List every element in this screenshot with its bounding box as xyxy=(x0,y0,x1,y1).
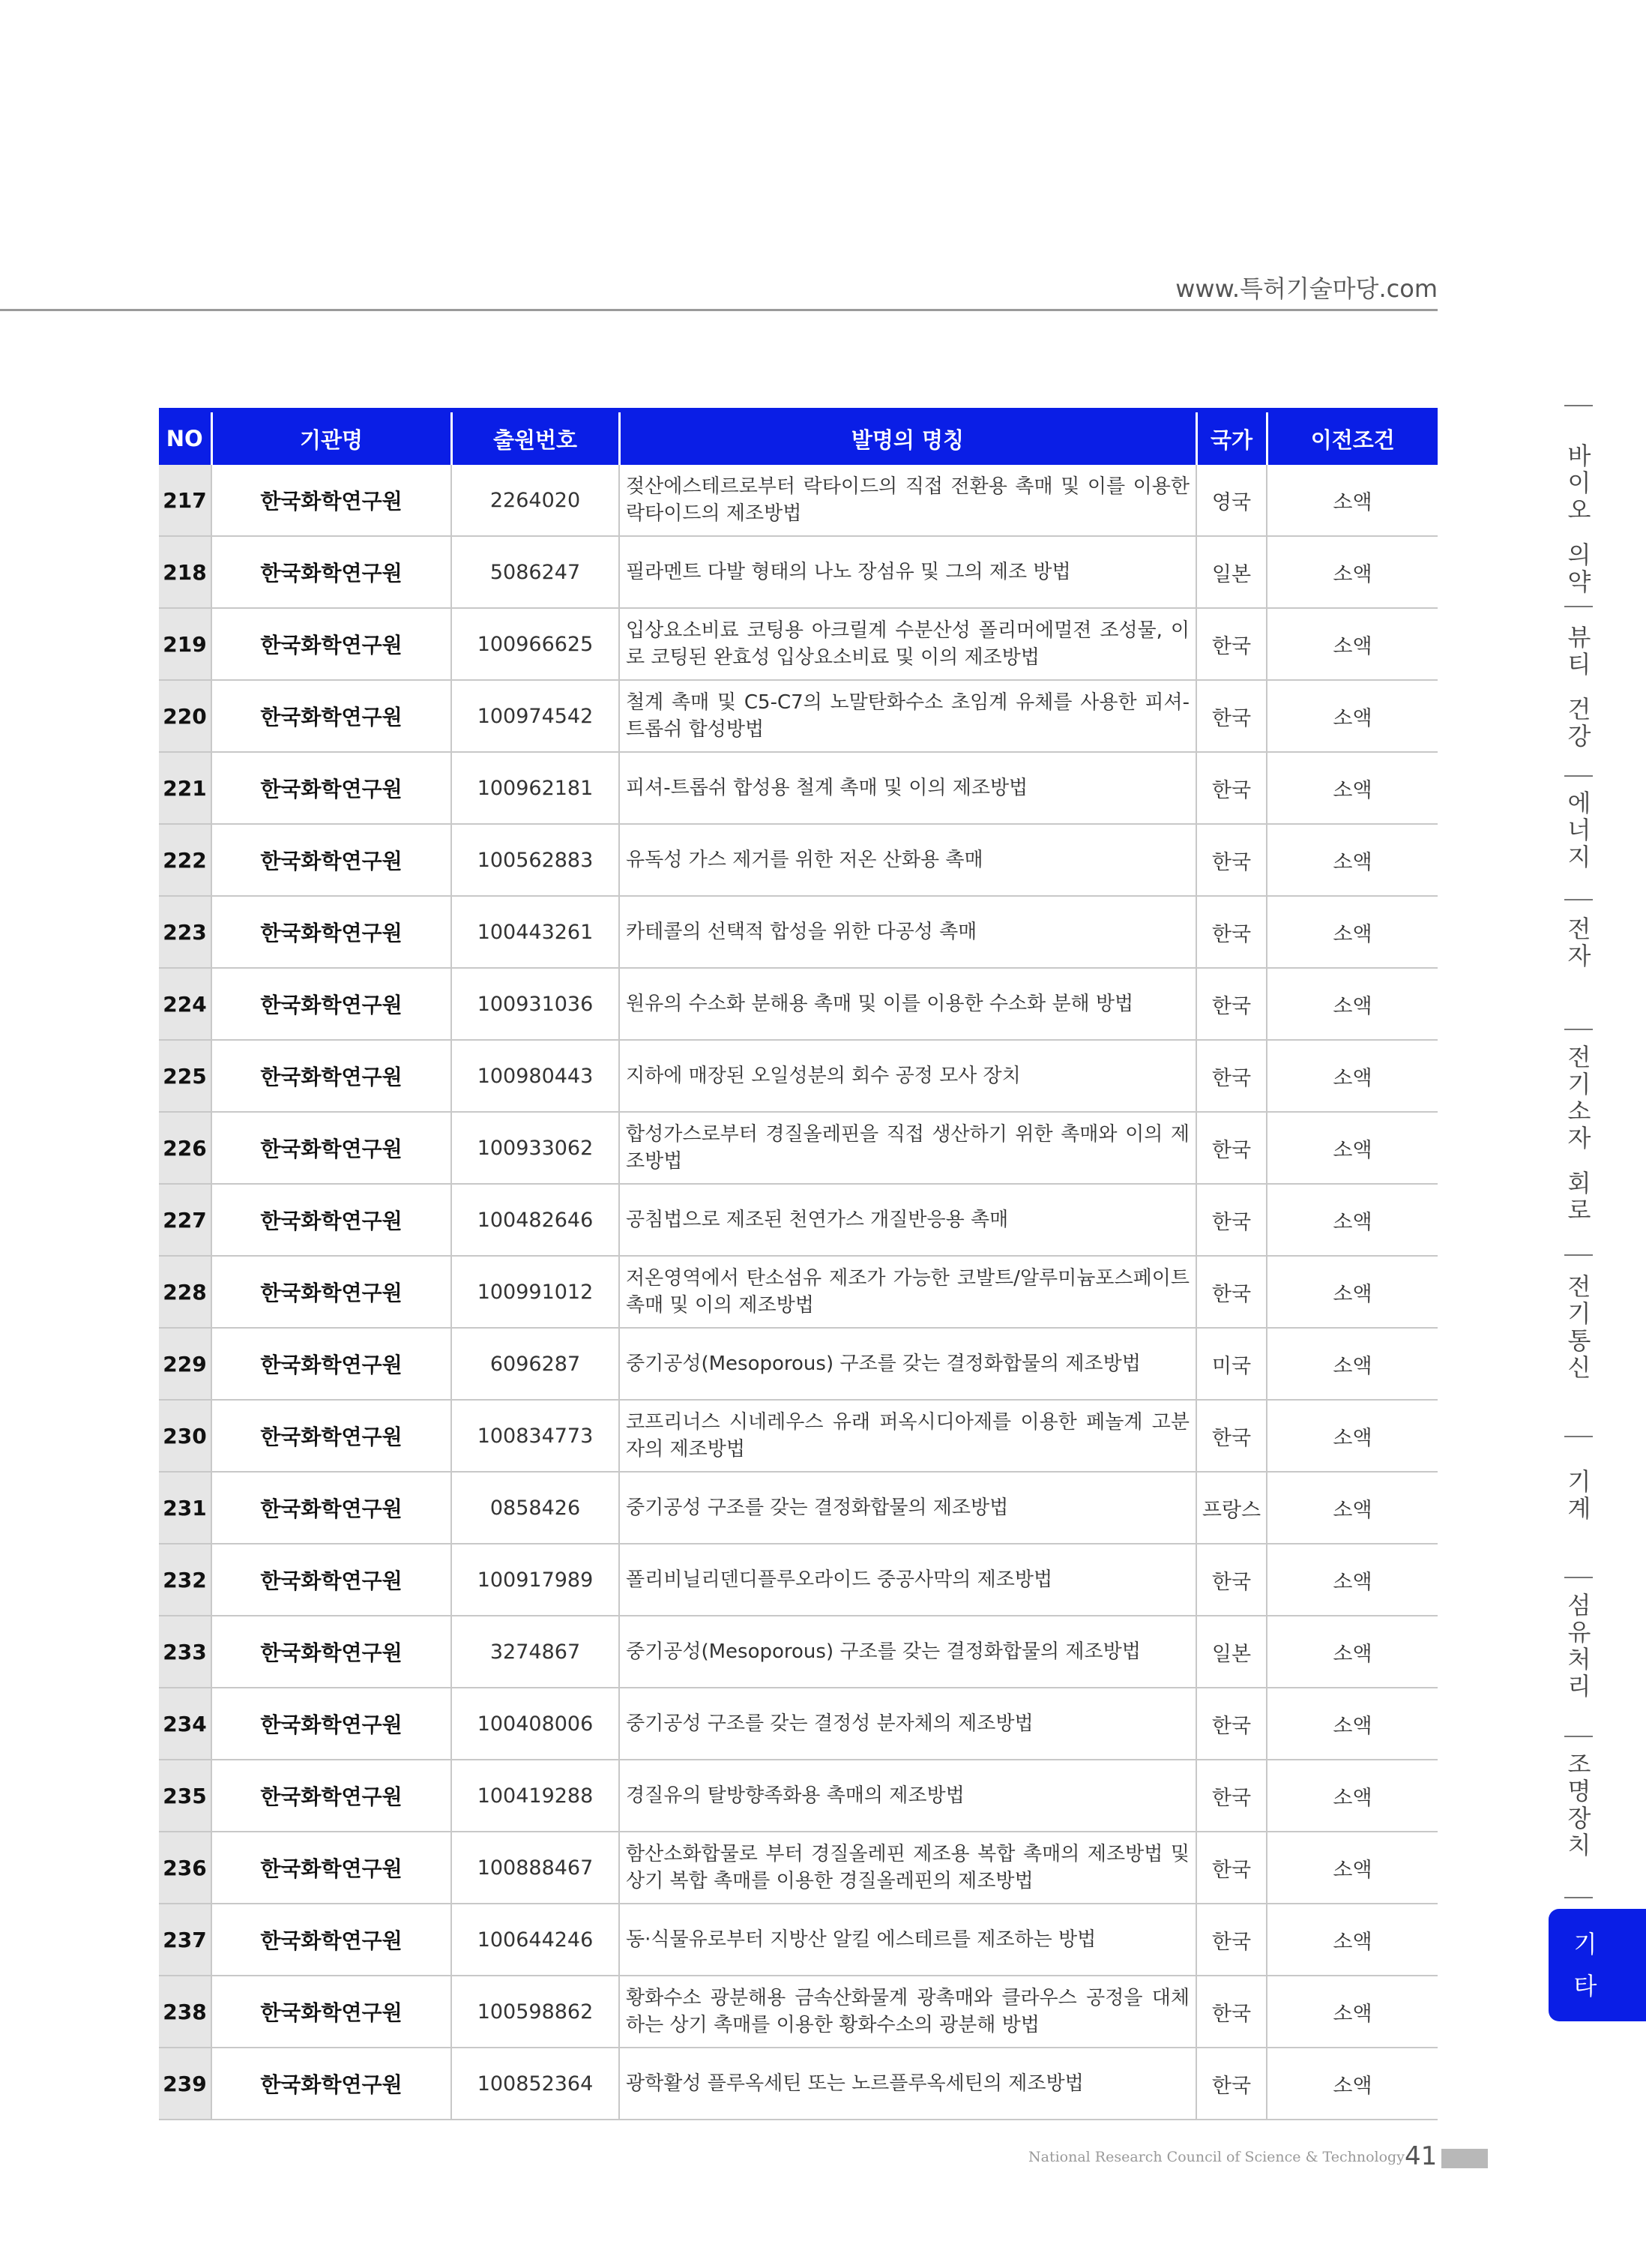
sidebar-divider xyxy=(1564,1897,1593,1898)
cell-application-no: 100562883 xyxy=(451,824,619,896)
cell-no: 237 xyxy=(159,1904,211,1976)
sidebar-divider xyxy=(1564,1254,1593,1256)
cell-institution: 한국화학연구원 xyxy=(211,465,451,536)
cell-terms: 소액 xyxy=(1267,1904,1438,1976)
sidebar-item[interactable]: 조 명 장 치 xyxy=(1567,1750,1591,1859)
cell-terms: 소액 xyxy=(1267,1472,1438,1544)
cell-institution: 한국화학연구원 xyxy=(211,1544,451,1616)
table-header-row xyxy=(159,410,1438,465)
cell-title: 유독성 가스 제거를 위한 저온 산화용 촉매 xyxy=(619,824,1196,896)
cell-no: 227 xyxy=(159,1184,211,1256)
cell-no: 225 xyxy=(159,1040,211,1112)
cell-country: 프랑스 xyxy=(1196,1472,1267,1544)
cell-country: 한국 xyxy=(1196,608,1267,680)
cell-no: 233 xyxy=(159,1616,211,1688)
sidebar-item[interactable]: 전 기 통 신 xyxy=(1567,1272,1591,1382)
cell-institution: 한국화학연구원 xyxy=(211,1832,451,1904)
sidebar-item[interactable]: 기 계 xyxy=(1567,1467,1591,1523)
sidebar-item-active-label: 기 타 xyxy=(1573,1930,1597,2000)
table-row xyxy=(159,824,1438,896)
cell-application-no: 100443261 xyxy=(451,896,619,968)
cell-title: 합성가스로부터 경질올레핀을 직접 생산하기 위한 촉매와 이의 제조방법 xyxy=(619,1112,1196,1184)
table-row xyxy=(159,1688,1438,1760)
sidebar-item[interactable]: 섬 유 처 리 xyxy=(1567,1591,1591,1700)
cell-title: 저온영역에서 탄소섬유 제조가 가능한 코발트/알루미늄포스페이트 촉매 및 이의 제조방법 xyxy=(619,1256,1196,1328)
table-row xyxy=(159,1400,1438,1472)
cell-no: 234 xyxy=(159,1688,211,1760)
sidebar-divider xyxy=(1564,1736,1593,1737)
cell-no: 235 xyxy=(159,1760,211,1832)
cell-title: 입상요소비료 코팅용 아크릴계 수분산성 폴리머에멀젼 조성물, 이로 코팅된 완효성 입상요소비료 및 이의 제조방법 xyxy=(619,608,1196,680)
cell-terms: 소액 xyxy=(1267,1184,1438,1256)
column-header-country: 국가 xyxy=(1196,410,1267,465)
cell-country: 한국 xyxy=(1196,752,1267,824)
cell-institution: 한국화학연구원 xyxy=(211,1688,451,1760)
cell-institution: 한국화학연구원 xyxy=(211,1472,451,1544)
cell-institution: 한국화학연구원 xyxy=(211,1112,451,1184)
cell-terms: 소액 xyxy=(1267,1256,1438,1328)
cell-country: 한국 xyxy=(1196,1256,1267,1328)
cell-no: 231 xyxy=(159,1472,211,1544)
sidebar-divider xyxy=(1564,775,1593,777)
cell-terms: 소액 xyxy=(1267,680,1438,752)
cell-title: 필라멘트 다발 형태의 나노 장섬유 및 그의 제조 방법 xyxy=(619,536,1196,608)
cell-institution: 한국화학연구원 xyxy=(211,968,451,1040)
cell-institution: 한국화학연구원 xyxy=(211,1328,451,1400)
cell-application-no: 6096287 xyxy=(451,1328,619,1400)
table-row xyxy=(159,1832,1438,1904)
cell-application-no: 100931036 xyxy=(451,968,619,1040)
table-row xyxy=(159,1184,1438,1256)
cell-country: 한국 xyxy=(1196,824,1267,896)
table-row xyxy=(159,1616,1438,1688)
column-header-terms: 이전조건 xyxy=(1267,410,1438,465)
cell-application-no: 100933062 xyxy=(451,1112,619,1184)
cell-application-no: 2264020 xyxy=(451,465,619,536)
table-row xyxy=(159,752,1438,824)
table-row xyxy=(159,608,1438,680)
cell-application-no: 100962181 xyxy=(451,752,619,824)
cell-institution: 한국화학연구원 xyxy=(211,608,451,680)
cell-institution: 한국화학연구원 xyxy=(211,1760,451,1832)
cell-application-no: 100482646 xyxy=(451,1184,619,1256)
column-header-application-no: 출원번호 xyxy=(451,410,619,465)
cell-title: 젖산에스테르로부터 락타이드의 직접 전환용 촉매 및 이를 이용한 락타이드의 제조방법 xyxy=(619,465,1196,536)
footer-organization: National Research Council of Science & Technology xyxy=(1028,2149,1405,2165)
cell-country: 일본 xyxy=(1196,536,1267,608)
cell-title: 광학활성 플루옥세틴 또는 노르플루옥세틴의 제조방법 xyxy=(619,2048,1196,2120)
cell-application-no: 3274867 xyxy=(451,1616,619,1688)
cell-terms: 소액 xyxy=(1267,968,1438,1040)
cell-institution: 한국화학연구원 xyxy=(211,824,451,896)
cell-title: 황화수소 광분해용 금속산화물계 광촉매와 클라우스 공정을 대체하는 상기 촉매를 이용한 황화수소의 광분해 방법 xyxy=(619,1976,1196,2048)
cell-institution: 한국화학연구원 xyxy=(211,1976,451,2048)
cell-terms: 소액 xyxy=(1267,1112,1438,1184)
cell-application-no: 0858426 xyxy=(451,1472,619,1544)
cell-title: 동·식물유로부터 지방산 알킬 에스테르를 제조하는 방법 xyxy=(619,1904,1196,1976)
sidebar-divider xyxy=(1564,606,1593,607)
table-row xyxy=(159,896,1438,968)
cell-title: 중기공성 구조를 갖는 결정화합물의 제조방법 xyxy=(619,1472,1196,1544)
cell-title: 코프리너스 시네레우스 유래 퍼옥시디아제를 이용한 페놀계 고분자의 제조방법 xyxy=(619,1400,1196,1472)
cell-country: 한국 xyxy=(1196,2048,1267,2120)
cell-application-no: 100852364 xyxy=(451,2048,619,2120)
cell-country: 한국 xyxy=(1196,680,1267,752)
cell-application-no: 100644246 xyxy=(451,1904,619,1976)
table-row xyxy=(159,1040,1438,1112)
cell-application-no: 5086247 xyxy=(451,536,619,608)
cell-title: 폴리비닐리덴디플루오라이드 중공사막의 제조방법 xyxy=(619,1544,1196,1616)
cell-terms: 소액 xyxy=(1267,1976,1438,2048)
cell-terms: 소액 xyxy=(1267,896,1438,968)
cell-application-no: 100966625 xyxy=(451,608,619,680)
table-row xyxy=(159,2048,1438,2120)
cell-no: 217 xyxy=(159,465,211,536)
sidebar-item[interactable]: 뷰 티 건 강 xyxy=(1567,623,1591,751)
cell-title: 중기공성 구조를 갖는 결정성 분자체의 제조방법 xyxy=(619,1688,1196,1760)
cell-terms: 소액 xyxy=(1267,1040,1438,1112)
cell-application-no: 100974542 xyxy=(451,680,619,752)
cell-terms: 소액 xyxy=(1267,1688,1438,1760)
cell-country: 한국 xyxy=(1196,1976,1267,2048)
cell-terms: 소액 xyxy=(1267,608,1438,680)
page-number: 41 xyxy=(1405,2141,1438,2171)
cell-institution: 한국화학연구원 xyxy=(211,536,451,608)
cell-institution: 한국화학연구원 xyxy=(211,2048,451,2120)
cell-no: 232 xyxy=(159,1544,211,1616)
table-row xyxy=(159,1544,1438,1616)
cell-title: 중기공성(Mesoporous) 구조를 갖는 결정화합물의 제조방법 xyxy=(619,1616,1196,1688)
cell-title: 카테콜의 선택적 합성을 위한 다공성 촉매 xyxy=(619,896,1196,968)
cell-title: 중기공성(Mesoporous) 구조를 갖는 결정화합물의 제조방법 xyxy=(619,1328,1196,1400)
cell-no: 222 xyxy=(159,824,211,896)
table-row xyxy=(159,1112,1438,1184)
cell-terms: 소액 xyxy=(1267,1760,1438,1832)
table-row xyxy=(159,1976,1438,2048)
table-row xyxy=(159,1256,1438,1328)
cell-country: 한국 xyxy=(1196,1904,1267,1976)
patent-table xyxy=(159,408,1438,2120)
table-body xyxy=(159,465,1438,2120)
header-divider xyxy=(0,309,1438,311)
cell-no: 218 xyxy=(159,536,211,608)
cell-country: 영국 xyxy=(1196,465,1267,536)
cell-country: 한국 xyxy=(1196,1760,1267,1832)
cell-no: 223 xyxy=(159,896,211,968)
cell-country: 한국 xyxy=(1196,896,1267,968)
sidebar-item[interactable]: 전 기 소 자 회 로 xyxy=(1567,1043,1591,1224)
sidebar-divider xyxy=(1564,1436,1593,1437)
cell-terms: 소액 xyxy=(1267,465,1438,536)
sidebar-divider xyxy=(1564,1029,1593,1030)
sidebar-item[interactable]: 전 자 xyxy=(1567,915,1591,970)
cell-country: 한국 xyxy=(1196,1688,1267,1760)
cell-institution: 한국화학연구원 xyxy=(211,1256,451,1328)
cell-institution: 한국화학연구원 xyxy=(211,1184,451,1256)
cell-institution: 한국화학연구원 xyxy=(211,1616,451,1688)
cell-no: 238 xyxy=(159,1976,211,2048)
sidebar-divider xyxy=(1564,405,1593,406)
cell-institution: 한국화학연구원 xyxy=(211,1400,451,1472)
cell-country: 한국 xyxy=(1196,968,1267,1040)
cell-title: 공침법으로 제조된 천연가스 개질반응용 촉매 xyxy=(619,1184,1196,1256)
cell-institution: 한국화학연구원 xyxy=(211,1904,451,1976)
cell-terms: 소액 xyxy=(1267,536,1438,608)
cell-no: 239 xyxy=(159,2048,211,2120)
cell-country: 미국 xyxy=(1196,1328,1267,1400)
cell-terms: 소액 xyxy=(1267,752,1438,824)
site-url: www.특허기술마당.com xyxy=(1175,274,1438,303)
cell-title: 함산소화합물로 부터 경질올레핀 제조용 복합 촉매의 제조방법 및 상기 복합 촉매를 이용한 경질올레핀의 제조방법 xyxy=(619,1832,1196,1904)
cell-terms: 소액 xyxy=(1267,1328,1438,1400)
cell-title: 피셔-트롭쉬 합성용 철계 촉매 및 이의 제조방법 xyxy=(619,752,1196,824)
page-tab-marker xyxy=(1441,2149,1488,2168)
cell-application-no: 100834773 xyxy=(451,1400,619,1472)
cell-application-no: 100991012 xyxy=(451,1256,619,1328)
table-row xyxy=(159,465,1438,536)
cell-title: 지하에 매장된 오일성분의 회수 공정 모사 장치 xyxy=(619,1040,1196,1112)
table-row xyxy=(159,1904,1438,1976)
cell-terms: 소액 xyxy=(1267,1616,1438,1688)
sidebar-item[interactable]: 바 이 오 의 약 xyxy=(1567,442,1591,596)
sidebar-divider xyxy=(1564,899,1593,900)
cell-application-no: 100917989 xyxy=(451,1544,619,1616)
cell-no: 229 xyxy=(159,1328,211,1400)
cell-institution: 한국화학연구원 xyxy=(211,896,451,968)
column-header-institution: 기관명 xyxy=(211,410,451,465)
cell-country: 한국 xyxy=(1196,1112,1267,1184)
table-row xyxy=(159,536,1438,608)
cell-no: 220 xyxy=(159,680,211,752)
cell-title: 원유의 수소화 분해용 촉매 및 이를 이용한 수소화 분해 방법 xyxy=(619,968,1196,1040)
cell-title: 철계 촉매 및 C5-C7의 노말탄화수소 초임계 유체를 사용한 피셔-트롭쉬 합성방법 xyxy=(619,680,1196,752)
cell-terms: 소액 xyxy=(1267,1832,1438,1904)
cell-institution: 한국화학연구원 xyxy=(211,1040,451,1112)
cell-country: 한국 xyxy=(1196,1832,1267,1904)
table-row xyxy=(159,968,1438,1040)
cell-country: 일본 xyxy=(1196,1616,1267,1688)
sidebar-divider xyxy=(1564,1577,1593,1578)
cell-application-no: 100408006 xyxy=(451,1688,619,1760)
table-row xyxy=(159,1328,1438,1400)
cell-application-no: 100980443 xyxy=(451,1040,619,1112)
cell-country: 한국 xyxy=(1196,1040,1267,1112)
table-row xyxy=(159,680,1438,752)
cell-institution: 한국화학연구원 xyxy=(211,752,451,824)
cell-no: 224 xyxy=(159,968,211,1040)
table-row xyxy=(159,1760,1438,1832)
cell-no: 236 xyxy=(159,1832,211,1904)
cell-no: 221 xyxy=(159,752,211,824)
cell-country: 한국 xyxy=(1196,1544,1267,1616)
cell-country: 한국 xyxy=(1196,1184,1267,1256)
column-header-no: NO xyxy=(159,410,211,465)
cell-no: 230 xyxy=(159,1400,211,1472)
cell-application-no: 100888467 xyxy=(451,1832,619,1904)
table-row xyxy=(159,1472,1438,1544)
cell-no: 226 xyxy=(159,1112,211,1184)
cell-terms: 소액 xyxy=(1267,2048,1438,2120)
cell-terms: 소액 xyxy=(1267,824,1438,896)
sidebar-item[interactable]: 에 너 지 xyxy=(1567,789,1591,871)
cell-application-no: 100598862 xyxy=(451,1976,619,2048)
cell-title: 경질유의 탈방향족화용 촉매의 제조방법 xyxy=(619,1760,1196,1832)
cell-no: 228 xyxy=(159,1256,211,1328)
cell-institution: 한국화학연구원 xyxy=(211,680,451,752)
cell-no: 219 xyxy=(159,608,211,680)
cell-country: 한국 xyxy=(1196,1400,1267,1472)
cell-application-no: 100419288 xyxy=(451,1760,619,1832)
cell-terms: 소액 xyxy=(1267,1544,1438,1616)
column-header-title: 발명의 명칭 xyxy=(619,410,1196,465)
cell-terms: 소액 xyxy=(1267,1400,1438,1472)
